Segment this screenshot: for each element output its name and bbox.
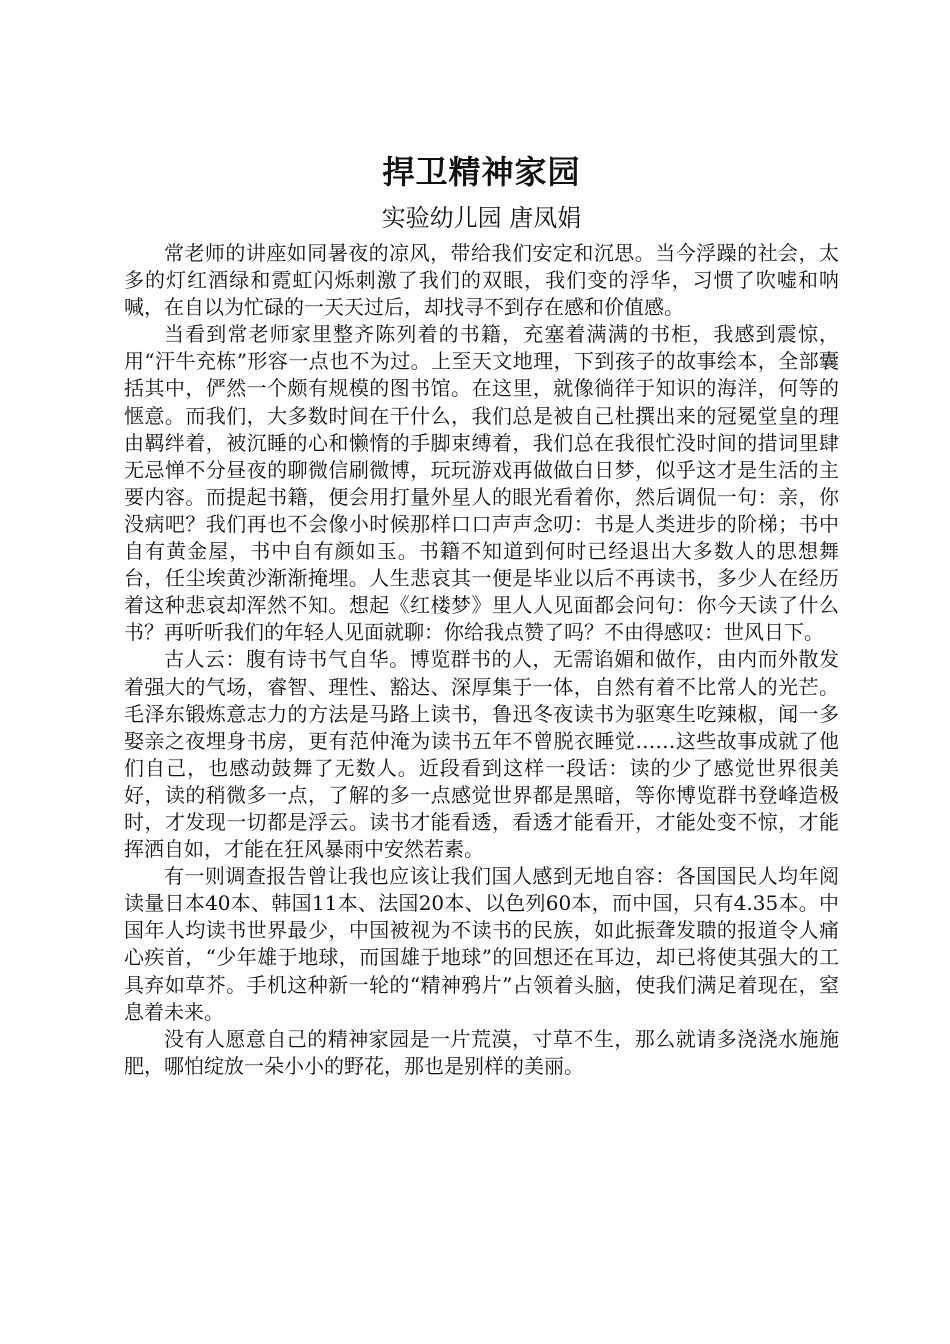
paragraph-5: 没有人愿意自己的精神家园是一片荒漠，寸草不生，那么就请多浇浇水施施肥，哪怕绽放一朵小小的野花，那也是别样的美丽。 [124, 1026, 839, 1078]
paragraph-2: 当看到常老师家里整齐陈列着的书籍，充塞着满满的书柜，我感到震惊，用“汗牛充栋”形容一点也不为过。上至天文地理，下到孩子的故事绘本，全部囊括其中，俨然一个颇有规模的图书馆。在这里，就像徜徉于知识的海洋，何等的惬意。而我们，大多数时间在干什么，我们总是被自己杜撰出来的冠冕堂皇的理由羁绊着，被沉睡的心和懒惰的手脚束缚着，我们总在我很忙没时间的措词里肆无忌惮不分昼夜的聊微信刷微博，玩玩游戏再做做白日梦，似乎这才是生活的主要内容。而提起书籍，便会用打量外星人的眼光看着你，然后调侃一句：亲，你没病吧？我们再也不会像小时候那样口口声声念叨：书是人类进步的阶梯；书中自有黄金屋，书中自有颜如玉。书籍不知道到何时已经退出大多数人的思想舞台，任尘埃黄沙渐渐掩埋。人生悲哀其一便是毕业以后不再读书，多少人在经历着这种悲哀却浑然不知。想起《红楼梦》里人人见面都会问句：你今天读了什么书？再听听我们的年轻人见面就聊：你给我点赞了吗？不由得感叹：世风日下。 [124, 322, 839, 645]
paragraph-3: 古人云：腹有诗书气自华。博览群书的人，无需谄媚和做作，由内而外散发着强大的气场，睿智、理性、豁达、深厚集于一体，自然有着不比常人的光芒。毛泽东锻炼意志力的方法是马路上读书，鲁迅冬夜读书为驱寒生吃辣椒，闻一多娶亲之夜埋身书房，更有范仲淹为读书五年不曾脱衣睡觉……这些故事成就了他们自己，也感动鼓舞了无数人。近段看到这样一段话：读的少了感觉世界很美好，读的稍微多一点，了解的多一点感觉世界都是黑暗，等你博览群书登峰造极时，才发现一切都是浮云。读书才能看透，看透才能看开，才能处变不惊，才能挥洒自如，才能在狂风暴雨中安然若素。 [124, 647, 839, 862]
paragraph-4: 有一则调查报告曾让我也应该让我们国人感到无地自容：各国国民人均年阅读量日本40本、韩国11本、法国20本、以色列60本，而中国，只有4.35本。中国年人均读书世界最少，中国被视为不读书的民族，如此振聋发聩的报道令人痛心疾首，“少年雄于地球，而国雄于地球”的回想还在耳边，却已将使其强大的工具弃如草芥。手机这种新一轮的“精神鸦片”占领着头脑，使我们满足着现在，窒息着未来。 [124, 864, 839, 1024]
document-page [124, 150, 839, 1080]
document-title: 捍卫精神家园 [382, 153, 581, 191]
author-line: 实验幼儿园 唐凤娟 [381, 204, 582, 232]
paragraph-1: 常老师的讲座如同暑夜的凉风，带给我们安定和沉思。当今浮躁的社会，太多的灯红酒绿和霓虹闪烁刺激了我们的双眼，我们变的浮华，习惯了吹嘘和呐喊，在自以为忙碌的一天天过后，却找寻不到存在感和价值感。 [124, 241, 839, 320]
document-body [124, 240, 839, 1080]
